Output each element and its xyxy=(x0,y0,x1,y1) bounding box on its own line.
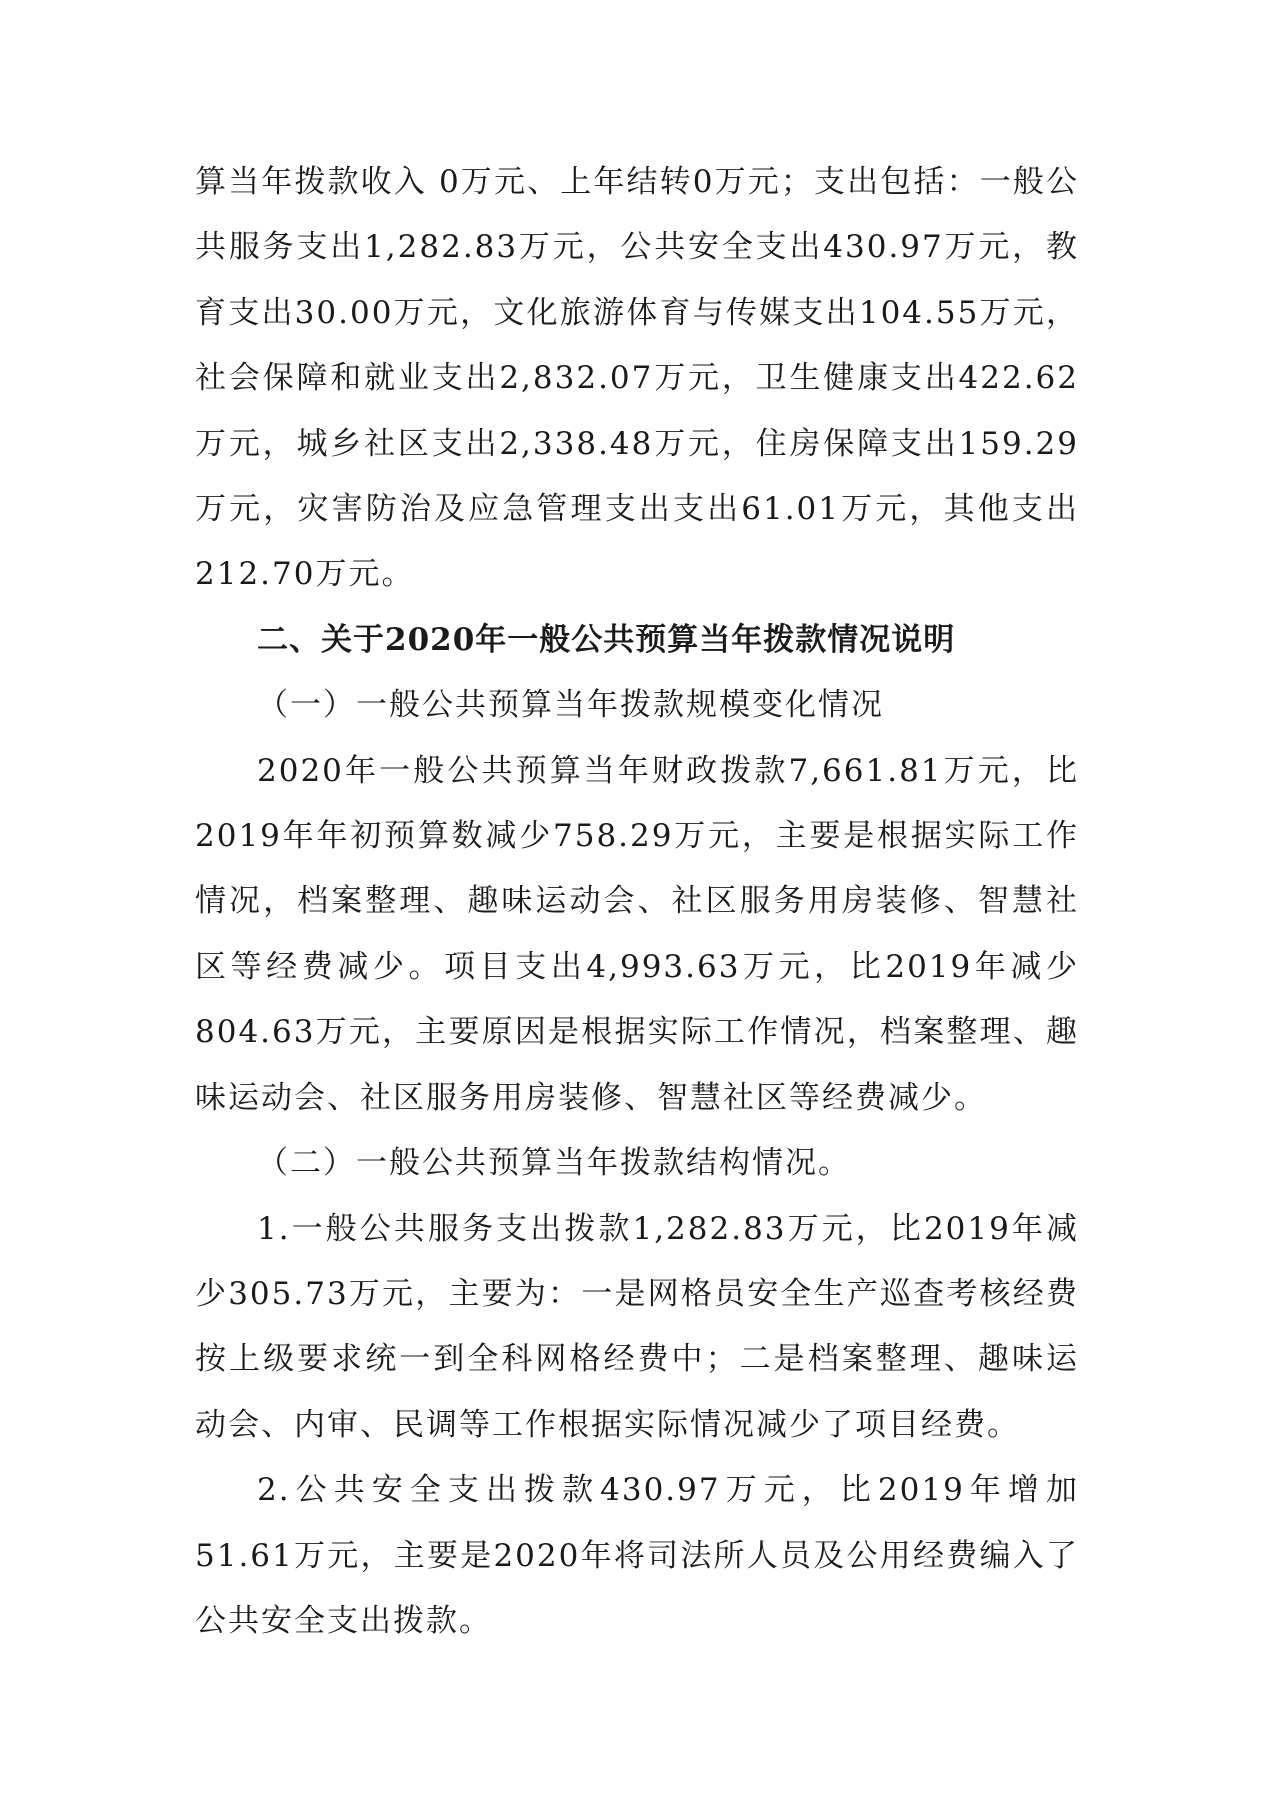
item-general-public-service: 1.一般公共服务支出拨款1,282.83万元，比2019年减少305.73万元，主要为：一是网格员安全生产巡查考核经费按上级要求统一到全科网格经费中；二是档案整理、趣味运动会、内审、民调等工作根据实际情况减少了项目经费。 xyxy=(195,1210,1079,1443)
subheading-scale-change: （一）一般公共预算当年拨款规模变化情况 xyxy=(257,687,884,724)
document-page xyxy=(195,150,1079,1654)
scale-change-paragraph: 2020年一般公共预算当年财政拨款7,661.81万元，比2019年年初预算数减少758.29万元，主要是根据实际工作情况，档案整理、趣味运动会、社区服务用房装修、智慧社区等经费减少。项目支出4,993.63万元，比2019年减少804.63万元，主要原因是根据实际工作情况，档案整理、趣味运动会、社区服务用房装修、智慧社区等经费减少。 xyxy=(195,752,1079,1116)
expenditure-summary-paragraph: 算当年拨款收入 0万元、上年结转0万元；支出包括：一般公共服务支出1,282.83万元，公共安全支出430.97万元，教育支出30.00万元，文化旅游体育与传媒支出104.55万元，社会保障和就业支出2,832.07万元，卫生健康支出422.62万元，城乡社区支出2,338.48万元，住房保障支出159.29万元，灾害防治及应急管理支出支出61.01万元，其他支出212.70万元。 xyxy=(195,164,1079,593)
subheading-structure: （二）一般公共预算当年拨款结构情况。 xyxy=(257,1145,851,1182)
section-heading-appropriation: 二、关于2020年一般公共预算当年拨款情况说明 xyxy=(257,621,956,658)
item-public-safety: 2.公共安全支出拨款430.97万元，比2019年增加51.61万元，主要是2020年将司法所人员及公用经费编入了公共安全支出拨款。 xyxy=(195,1472,1079,1639)
